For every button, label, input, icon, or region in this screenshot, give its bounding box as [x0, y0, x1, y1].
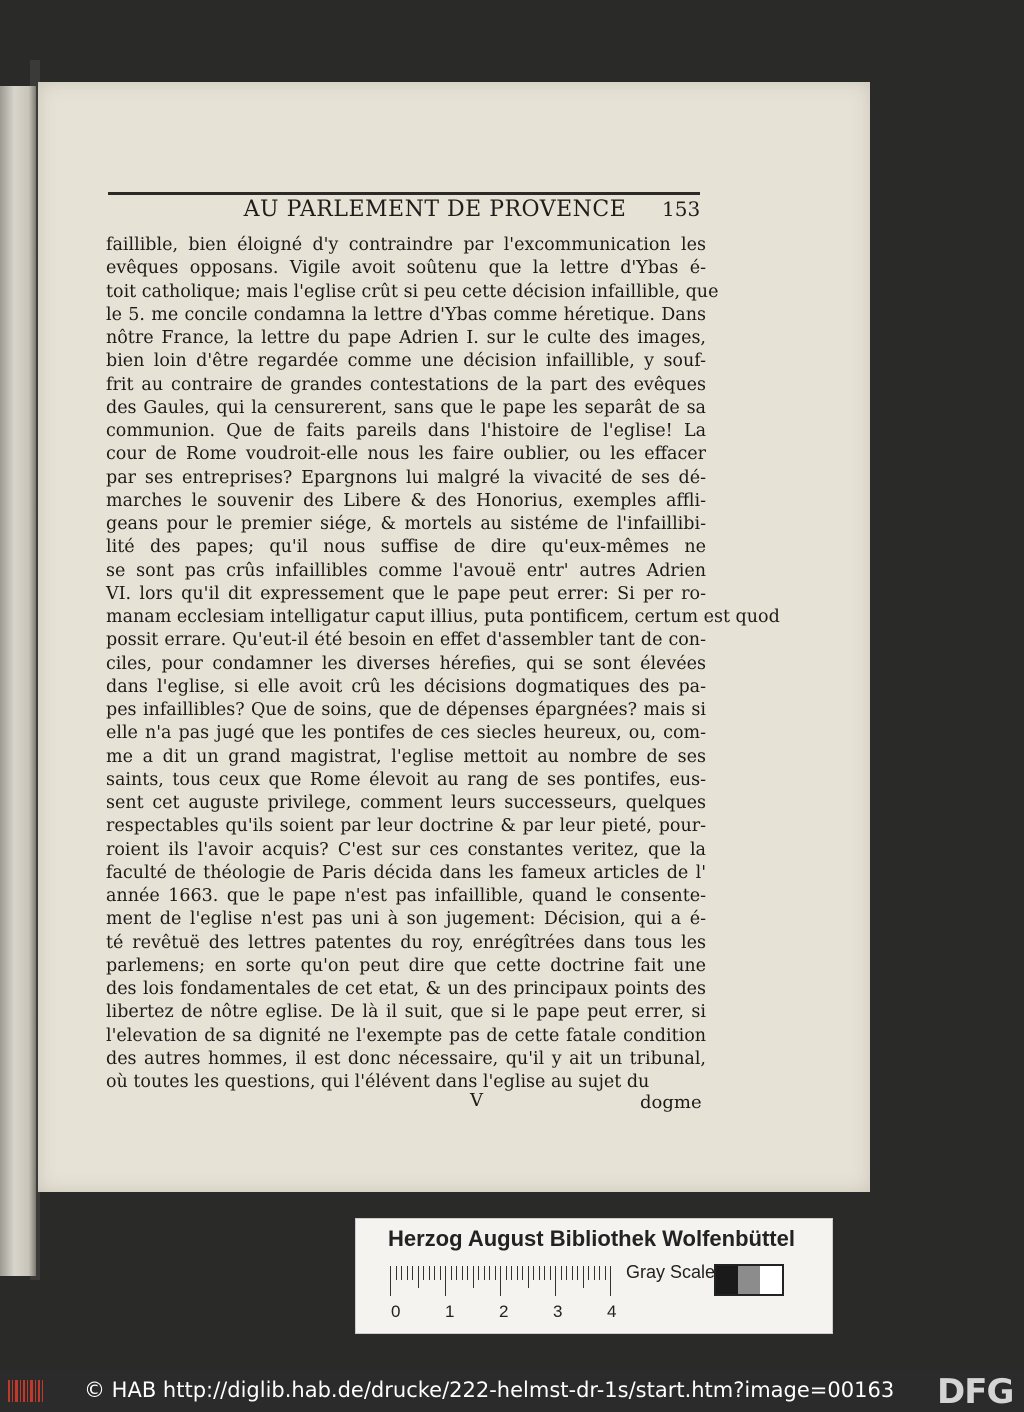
ruler-tick — [539, 1266, 540, 1280]
text-line: frit au contraire de grandes contestations de la part des evêques — [106, 374, 706, 395]
text-line: roient ils l'avoir acquis? C'est sur ces constantes veritez, que la — [106, 839, 706, 860]
text-line: des Gaules, qui la censurerent, sans que le pape les separât de sa — [106, 397, 706, 418]
text-line: pes infaillibles? Que de soins, que de dépenses épargnées? mais si — [106, 700, 706, 720]
ruler-tick — [412, 1266, 413, 1280]
ruler-tick — [429, 1266, 430, 1280]
ruler-tick — [440, 1266, 441, 1280]
ruler-tick — [566, 1266, 567, 1280]
text-line: parlemens; en sorte qu'on peut dire que cette doctrine fait une — [106, 955, 706, 976]
text-line: ment de l'eglise n'est pas uni à son jugement: Décision, qui a é- — [106, 909, 706, 930]
ruler-tick — [528, 1266, 529, 1288]
gray-scale-label: Gray Scale — [626, 1262, 716, 1282]
gray-swatch — [760, 1266, 782, 1294]
ruler-number: 4 — [607, 1302, 617, 1321]
text-line: faillible, bien éloigné d'y contraindre par l'excommunication les — [106, 235, 706, 255]
ruler-tick — [462, 1266, 463, 1280]
text-line: libertez de nôtre eglise. De là il suit, que si le pape peut errer, si — [106, 1002, 706, 1023]
ruler-tick — [484, 1266, 485, 1280]
text-line: toit catholique; mais l'eglise crût si peu cette décision infaillible, que — [106, 281, 719, 302]
text-line: marches le souvenir des Libere & des Honorius, exemples affli- — [106, 490, 706, 511]
ruler-tick — [583, 1266, 584, 1288]
header-rule — [108, 192, 700, 195]
text-line: se sont pas crûs infaillibles comme l'avouë entr' autres Adrien — [106, 560, 706, 581]
text-line: par ses entreprises? Epargnons lui malgré la vivacité de ses dé- — [106, 467, 706, 488]
ruler-tick — [434, 1266, 435, 1280]
ruler-tick — [445, 1266, 446, 1296]
scale-ruler — [390, 1266, 616, 1296]
ruler-tick — [605, 1266, 606, 1280]
text-line: communion. Que de faits pareils dans l'histoire de l'eglise! La — [106, 421, 706, 441]
gray-swatch — [716, 1266, 738, 1294]
ruler-tick — [423, 1266, 424, 1280]
ruler-tick — [456, 1266, 457, 1280]
text-line: respectables qu'ils soient par leur doctrine & par leur pieté, pour- — [106, 816, 706, 837]
ruler-tick — [390, 1266, 391, 1296]
ruler-tick — [544, 1266, 545, 1280]
ruler-tick — [594, 1266, 595, 1280]
ruler-number: 1 — [445, 1302, 455, 1321]
ruler-tick — [599, 1266, 600, 1280]
text-line: nôtre France, la lettre du pape Adrien I. sur le culte des images, — [106, 328, 706, 348]
text-line: année 1663. que le pape n'est pas infaillible, quand le consente- — [106, 886, 706, 906]
ruler-tick — [401, 1266, 402, 1280]
ruler-number: 2 — [499, 1302, 509, 1321]
ruler-tick — [495, 1266, 496, 1280]
text-line: geans pour le premier siége, & mortels au sistéme de l'infaillibi- — [106, 514, 706, 534]
ruler-tick — [396, 1266, 397, 1280]
catchword: dogme — [640, 1092, 702, 1113]
ruler-tick — [407, 1266, 408, 1280]
ruler-tick — [533, 1266, 534, 1280]
ruler-tick — [511, 1266, 512, 1280]
text-line: l'elevation de sa dignité ne l'exempte pas de cette fatale condition — [106, 1025, 706, 1046]
ruler-tick — [451, 1266, 452, 1280]
ruler-tick — [561, 1266, 562, 1280]
text-line: sent cet auguste privilege, comment leurs successeurs, quelques — [106, 793, 706, 813]
text-line: evêques opposans. Vigile avoit soûtenu que la lettre d'Ybas é- — [106, 258, 706, 279]
text-line: des lois fondamentales de cet etat, & un des principaux points des — [106, 979, 706, 999]
text-line: lité des papes; qu'il nous suffise de dire qu'eux-mêmes ne — [106, 537, 706, 558]
ruler-tick — [467, 1266, 468, 1280]
text-line: cour de Rome voudroit-elle nous les faire oublier, ou les effacer — [106, 444, 706, 465]
ruler-tick — [473, 1266, 474, 1288]
text-line: le 5. me concile condamna la lettre d'Ybas comme héretique. Dans — [106, 304, 706, 325]
ruler-tick — [489, 1266, 490, 1280]
dfg-logo: DFG — [937, 1372, 1014, 1412]
ruler-tick — [610, 1266, 611, 1296]
gray-scale-swatch — [714, 1264, 784, 1296]
text-line: dans l'eglise, si elle avoit crû les décisions dogmatiques des pa- — [106, 676, 706, 697]
text-line: des autres hommes, il est donc nécessaire, qu'il y ait un tribunal, — [106, 1048, 706, 1069]
ruler-tick — [506, 1266, 507, 1280]
text-line: manam ecclesiam intelligatur caput illius, puta pontificem, certum est quod — [106, 607, 780, 627]
ruler-tick — [522, 1266, 523, 1280]
ruler-tick — [418, 1266, 419, 1288]
running-head: AU PARLEMENT DE PROVENCE — [243, 197, 627, 222]
signature-mark: V — [470, 1090, 483, 1111]
ruler-tick — [555, 1266, 556, 1296]
text-line: bien loin d'être regardée comme une décision infaillible, y souf- — [106, 351, 706, 372]
barcode-icon — [6, 1376, 46, 1406]
text-line: me a dit un grand magistrat, l'eglise mettoit au nombre de ses — [106, 746, 706, 767]
body-text — [106, 234, 780, 1094]
text-line: elle n'a pas jugé que les pontifes de ces siecles heureux, ou, com- — [106, 723, 706, 744]
ruler-tick — [572, 1266, 573, 1280]
text-line: faculté de théologie de Paris décida dans les fameux articles de l' — [106, 862, 706, 883]
page-number: 153 — [662, 197, 701, 221]
gray-swatch — [738, 1266, 760, 1294]
ruler-tick — [550, 1266, 551, 1280]
ruler-tick — [577, 1266, 578, 1280]
text-line: té revêtuë des lettres patentes du roy, enrégîtrées dans tous les — [106, 932, 706, 953]
ruler-tick — [588, 1266, 589, 1280]
text-line: où toutes les questions, qui l'élévent dans l'eglise au sujet du — [106, 1072, 650, 1092]
text-line: possit errare. Qu'eut-il été besoin en effet d'assembler tant de con- — [106, 630, 706, 651]
ruler-tick — [478, 1266, 479, 1280]
ruler-number: 3 — [553, 1302, 563, 1321]
library-label-title: Herzog August Bibliothek Wolfenbüttel — [388, 1226, 795, 1251]
ruler-tick — [517, 1266, 518, 1280]
text-line: VI. lors qu'il dit expressement que le pape peut errer: Si per ro- — [106, 583, 706, 604]
text-line: ciles, pour condamner les diverses hérefies, qui se sont élevées — [106, 653, 706, 674]
text-line: saints, tous ceux que Rome élevoit au rang de ses pontifes, eus- — [106, 769, 706, 790]
footer-url[interactable]: © HAB http://diglib.hab.de/drucke/222-helmst-dr-1s/start.htm?image=00163 — [84, 1378, 895, 1402]
adjacent-page-edge — [0, 86, 36, 1276]
ruler-number: 0 — [391, 1302, 401, 1321]
ruler-tick — [500, 1266, 501, 1296]
